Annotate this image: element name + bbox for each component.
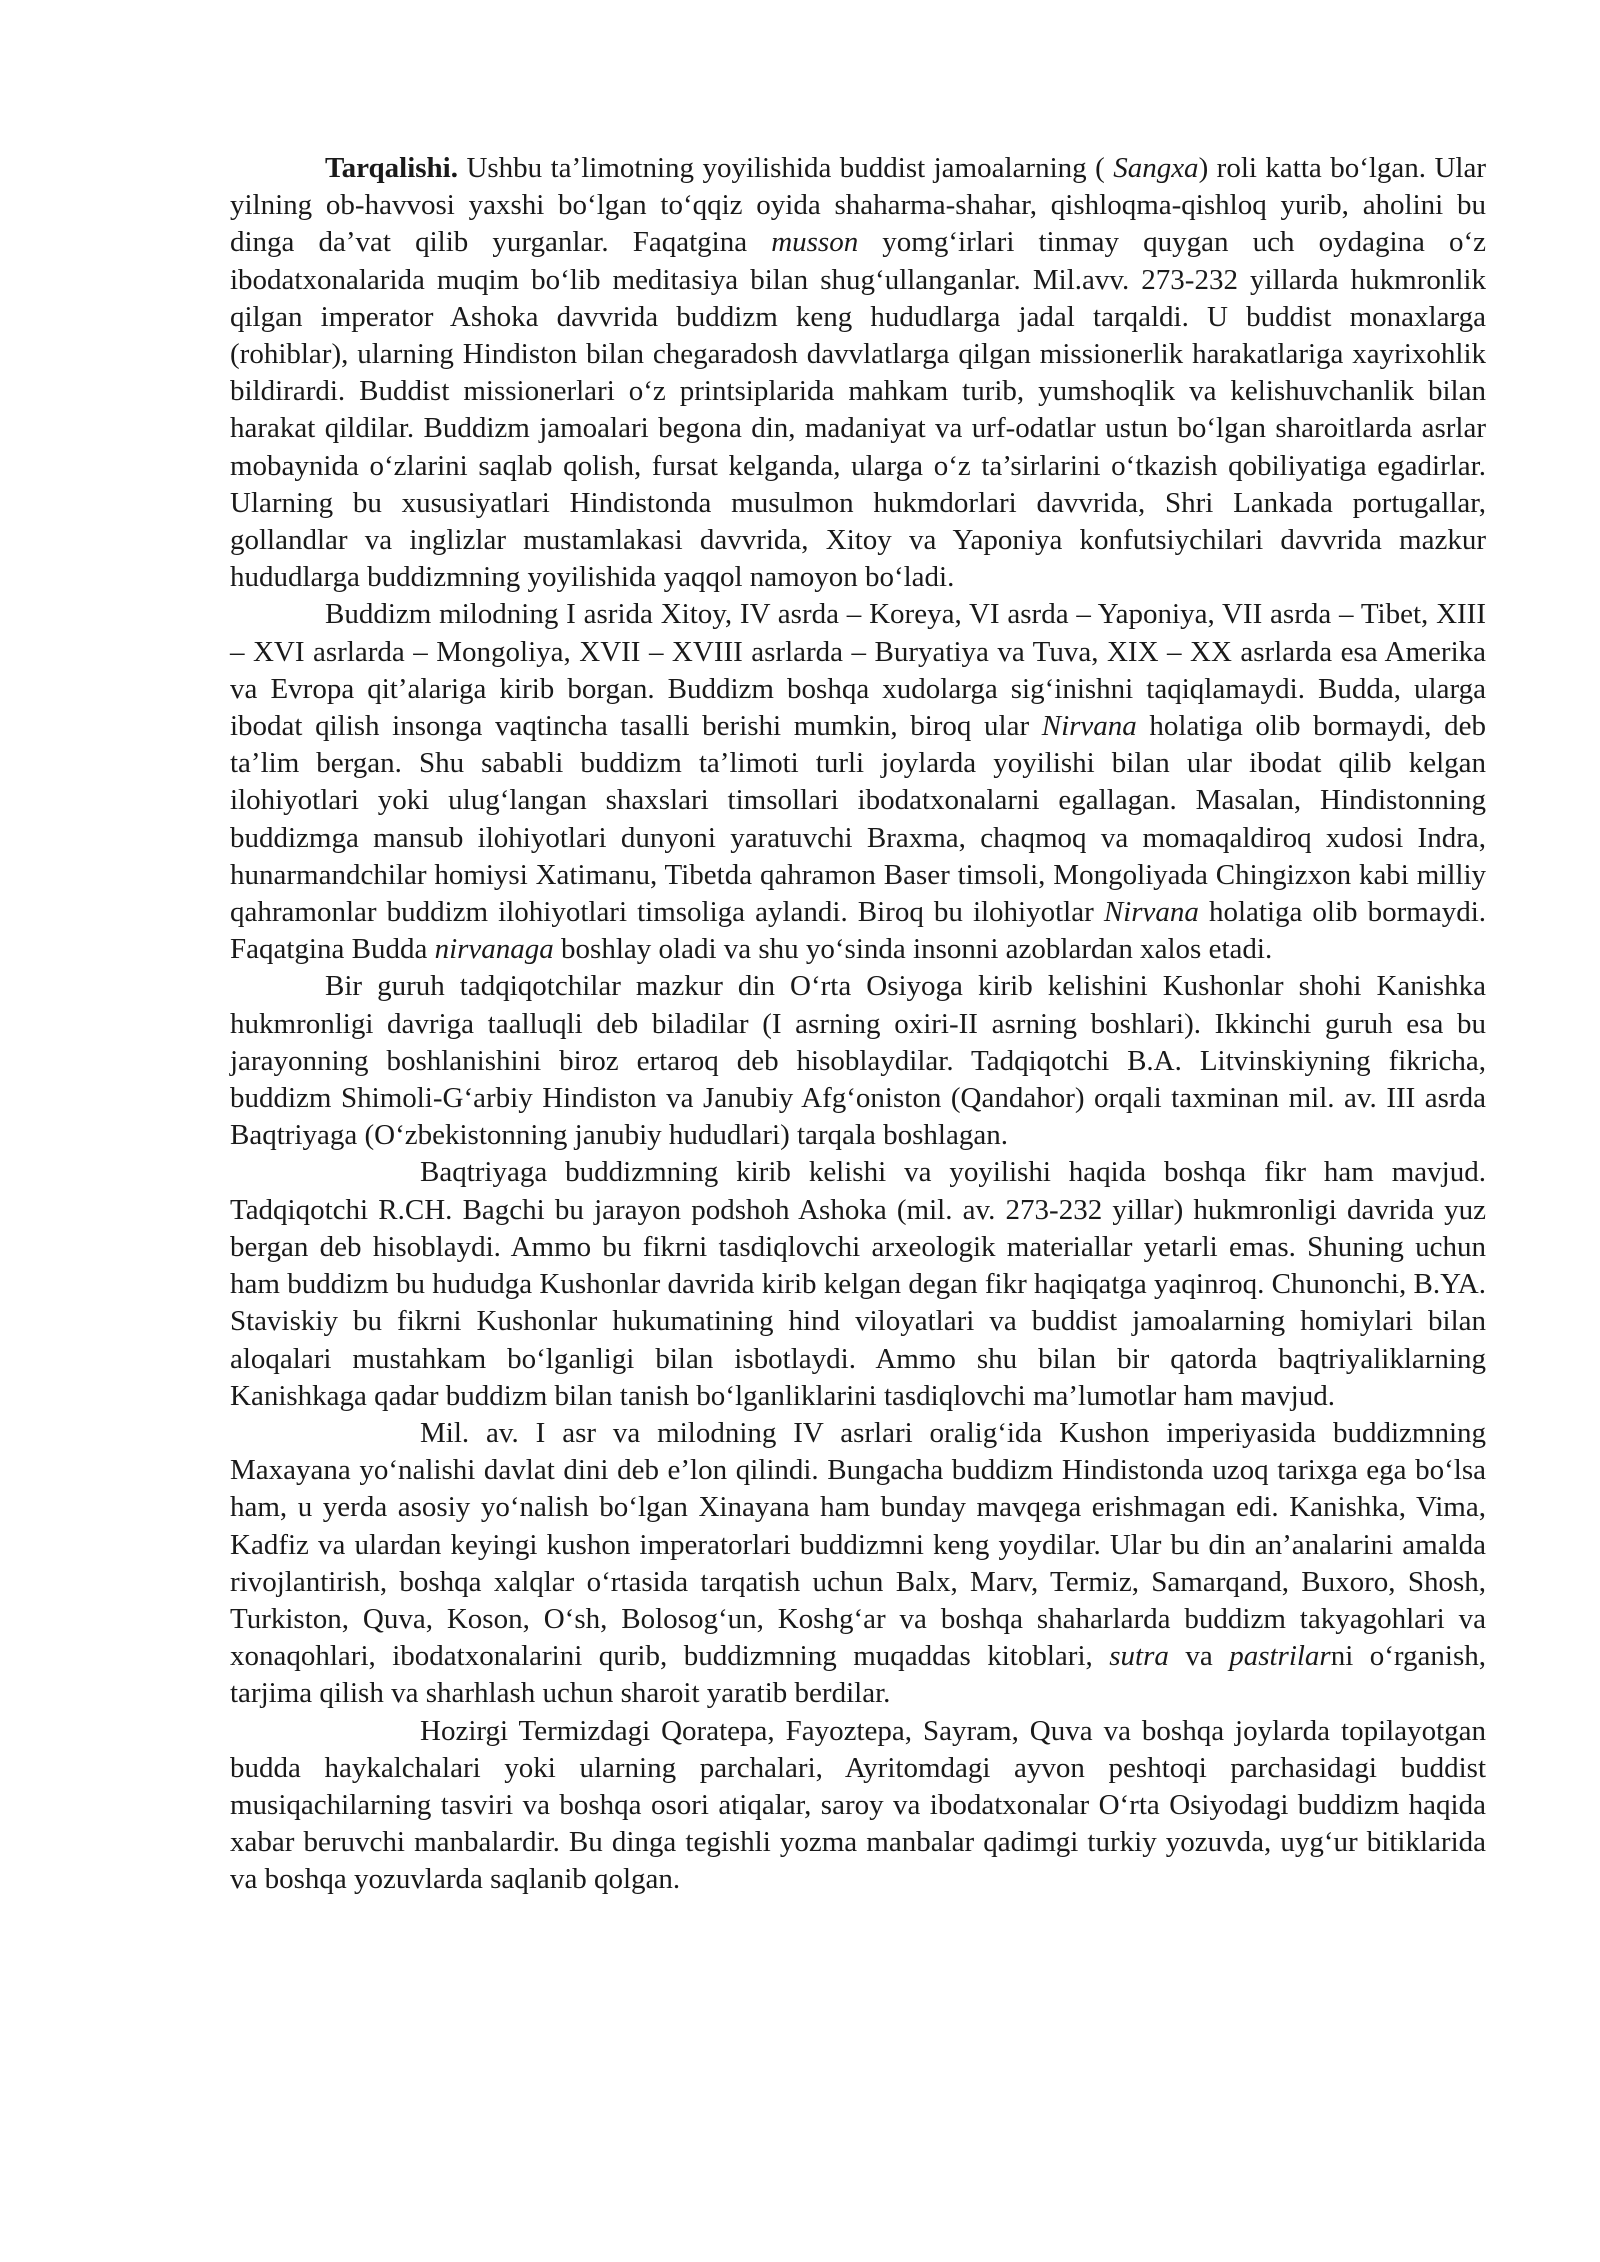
paragraph-text: ni o‘rganish, tarjima qilish va sharhlash uchun sharoit yaratib berdilar.: [230, 1640, 1486, 1710]
paragraph-text: ) roli katta bo‘lgan. Ular yilning ob-havvosi yaxshi bo‘lgan to‘qqiz oyida shaharma-shahar, qishloqma-qishloq yurib, aholini bu dinga da’vat qilib yurganlar. Faqatgina: [230, 152, 1487, 259]
italic-term: musson: [771, 226, 859, 259]
italic-term: Nirvana: [1103, 896, 1199, 929]
paragraph-text: Ushbu ta’limotning yoyilishida buddist jamoalarning (: [458, 152, 1114, 184]
document-page: [230, 150, 1486, 1899]
paragraph-text: Bir guruh tadqiqotchilar mazkur din O‘rta Osiyoga kirib kelishini Kushonlar shohi Kanishka hukmronligi davriga taalluqli deb biladilar (I asrning oxiri-II asrning boshlari). Ikkinchi guruh esa bu jarayonning boshlanishini biroz ertaroq deb hisoblaydilar. Tadqiqotchi B.A. Litvinskiyning fikricha, buddizm Shimoli-G‘arbiy Hindiston va Janubiy Afg‘oniston (Qandahor) orqali taxminan mil. av. III asrda Baqtriyaga (O‘zbekistonning janubiy hududlari) tarqala boshlagan.: [230, 970, 1486, 1152]
paragraph-text: holatiga olib bormaydi, deb ta’lim bergan. Shu sababli buddizm ta’limoti turli joylarda yoyilishi bilan ular ibodat qilib kelgan ilohiyotlari yoki ulug‘langan shaxslari timsollari ibodatxonalarni egallagan. Masalan, Hindistonning buddizmga mansub ilohiyotlari dunyoni yaratuvchi Braxma, chaqmoq va momaqaldiroq xudosi Indra, hunarmandchilar homiysi Xatimanu, Tibetda qahramon Baser timsoli, Mongoliyada Chingizxon kabi milliy qahramonlar buddizm ilohiyotlari timsoliga aylandi. Biroq bu ilohiyotlar: [230, 710, 1487, 929]
paragraph-termiz: [230, 1713, 1486, 1899]
paragraph-text: yomg‘irlari tinmay quygan uch oydagina o‘z ibodatxonalarida muqim bo‘lib meditasiya bilan shug‘ullanganlar. Mil.avv. 273-232 yillarda hukmronlik qilgan imperator Ashoka davvrida buddizm keng hududlarga jadal tarqaldi. U buddist monaxlarga (rohiblar), ularning Hindiston bilan chegaradosh davvlatlarga qilgan missionerlik harakatlariga xayrixohlik bildirardi. Buddist missionerlari o‘z printsiplarida mahkam turib, yumshoqlik va kelishuvchanlik bilan harakat qildilar. Buddizm jamoalari begona din, madaniyat va urf-odatlar ustun bo‘lgan sharoitlarda asrlar mobaynida o‘zlarini saqlab qolish, fursat kelganda, ularga o‘z ta’sirlarini o‘tkazish qobiliyatiga egadirlar. Ularning bu xususiyatlari Hindistonda musulmon hukmdorlari davvrida, Shri Lankada portugallar, gollandlar va inglizlar mustamlakasi davvrida, Xitoy va Yaponiya konfutsiychilari davvrida mazkur hududlarga buddizmning yoyilishida yaqqol namoyon bo‘ladi.: [230, 226, 1487, 594]
italic-term: Sangxa: [1113, 152, 1199, 184]
paragraph-text: holatiga olib bormaydi. Faqatgina Budda: [230, 896, 1486, 966]
paragraph-baqtriya: [230, 1154, 1486, 1414]
paragraph-text: va: [1168, 1640, 1230, 1673]
paragraph-kushon: [230, 1415, 1486, 1713]
paragraph-text: Mil. av. I asr va milodning IV asrlari oralig‘ida Kushon imperiyasida buddizmning Maxayana yo‘nalishi davlat dini deb e’lon qilindi. Bungacha buddizm Hindistonda uzoq tarixga ega bo‘lsa ham, u yerda asosiy yo‘nalish bo‘lgan Xinayana ham bunday mavqega erishmagan edi. Kanishka, Vima, Kadfiz va ulardan keyingi kushon imperatorlari buddizmni keng yoydilar. Ular bu din an’analarini amalda rivojlantirish, boshqa xalqlar o‘rtasida tarqatish uchun Balx, Marv, Termiz, Samarqand, Buxoro, Shosh, Turkiston, Quva, Koson, O‘sh, Bolosog‘un, Koshg‘ar va boshqa shaharlarda buddizm takyagohlari va xonaqohlari, ibodatxonalarini qurib, buddizmning muqaddas kitoblari,: [230, 1416, 1486, 1673]
paragraph-tarqalishi: [230, 150, 1486, 596]
paragraph-buddizm-spread: [230, 596, 1486, 968]
paragraph-text: boshlay oladi va shu yo‘sinda insonni azoblardan xalos etadi.: [553, 933, 1273, 966]
italic-term: Nirvana: [1041, 710, 1137, 743]
paragraph-researchers: [230, 968, 1486, 1154]
italic-term: sutra: [1109, 1640, 1169, 1673]
italic-term: nirvanaga: [434, 933, 554, 966]
paragraph-text: Baqtriyaga buddizmning kirib kelishi va yoyilishi haqida boshqa fikr ham mavjud. Tadqiqotchi R.CH. Bagchi bu jarayon podshoh Ashoka (mil. av. 273-232 yillar) hukmronligi davrida yuz bergan deb hisoblaydi. Ammo bu fikrni tasdiqlovchi arxeologik materiallar yetarli emas. Shuning uchun ham buddizm bu hududga Kushonlar davrida kirib kelgan degan fikr haqiqatga yaqinroq. Chunonchi, B.YA. Staviskiy bu fikrni Kushonlar hukumatining hind viloyatlari va buddist jamoalarning homiylari bilan aloqalari mustahkam bo‘lganligi bilan isbotlaydi. Ammo shu bilan bir qatorda baqtriyaliklarning Kanishkaga qadar buddizm bilan tanish bo‘lganliklarini tasdiqlovchi ma’lumotlar ham mavjud.: [230, 1156, 1486, 1412]
paragraph-text: Hozirgi Termizdagi Qoratepa, Fayoztepa, Sayram, Quva va boshqa joylarda topilayotgan budda haykalchalari yoki ularning parchalari, Ayritomdagi ayvon peshtoqi parchasidagi buddist musiqachilarning tasviri va boshqa osori atiqalar, saroy va ibodatxonalar O‘rta Osiyodagi buddizm haqida xabar beruvchi manbalardir. Bu dinga tegishli yozma manbalar qadimgi turkiy yozuvda, uyg‘ur bitiklarida va boshqa yozuvlarda saqlanib qolgan.: [230, 1714, 1486, 1896]
section-heading: Tarqalishi.: [325, 152, 458, 184]
paragraph-text: Buddizm milodning I asrida Xitoy, IV asrda – Koreya, VI asrda – Yaponiya, VII asrda – Tibet, XIII – XVI asrlarda – Mongoliya, XVII – XVIII asrlarda – Buryatiya va Tuva, XIX – XX asrlarda esa Amerika va Evropa qit’alariga kirib borgan. Buddizm boshqa xudolarga sig‘inishni taqiqlamaydi. Budda, ularga ibodat qilish insonga vaqtincha tasalli berishi mumkin, biroq ular: [230, 598, 1486, 743]
italic-term: pastrilar: [1229, 1640, 1331, 1673]
